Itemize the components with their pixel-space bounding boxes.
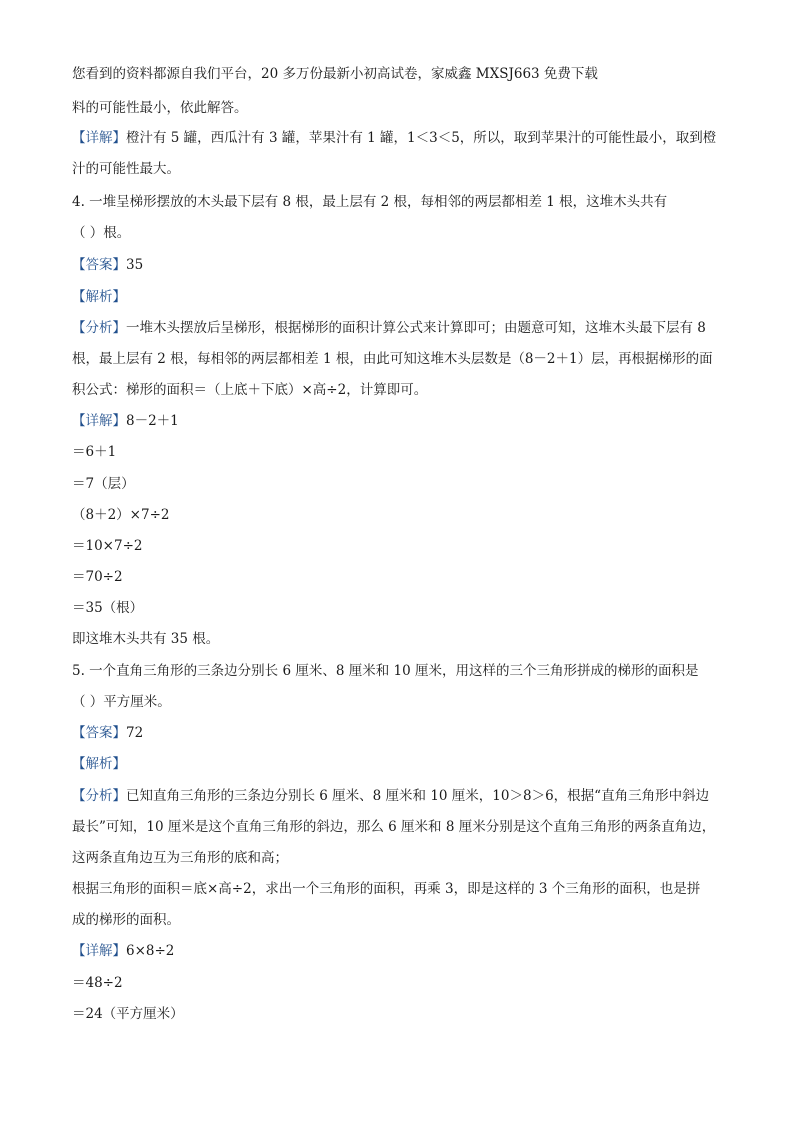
analysis-heading	[72, 287, 732, 307]
math-line: ＝35（根）	[72, 600, 144, 616]
math-line: ＝48÷2	[72, 975, 123, 991]
text-line: 【分析】一堆木头摆放后呈梯形，根据梯形的面积计算公式来计算即可；由题意可知，这堆木头最下层有 8	[72, 320, 706, 336]
section-tag-reasoning: 【分析】	[72, 320, 126, 336]
section-tag-reasoning: 【分析】	[72, 788, 126, 804]
section-tag-detail: 【详解】	[72, 413, 126, 429]
question-4: 4. 一堆呈梯形摆放的木头最下层有 8 根，最上层有 2 根，每相邻的两层都相差 1 根，这堆木头共有	[72, 194, 668, 210]
section-tag-answer: 【答案】	[72, 257, 126, 273]
math-line: ＝24（平方厘米）	[72, 1006, 184, 1022]
text-line: 积公式：梯形的面积＝（上底＋下底）×高÷2，计算即可。	[72, 382, 428, 398]
text-line: 这两条直角边互为三角形的底和高；	[72, 850, 288, 866]
text-line: （ ）平方厘米。	[72, 694, 171, 710]
math-line: ＝6＋1	[72, 444, 117, 460]
section-tag-detail: 【详解】	[72, 943, 126, 959]
text-line: 【分析】已知直角三角形的三条边分别长 6 厘米、8 厘米和 10 厘米，10＞8＞6，根据“直角三角形中斜边	[72, 788, 710, 804]
text-line: 汁的可能性最大。	[72, 161, 180, 177]
math-line: （8＋2）×7÷2	[72, 507, 170, 523]
section-tag-answer: 【答案】	[72, 725, 126, 741]
text-line: 即这堆木头共有 35 根。	[72, 631, 220, 647]
section-tag-analysis: 【解析】	[72, 756, 126, 772]
text-line: 您看到的资料都源自我们平台，20 多万份最新小初高试卷，家威鑫 MXSJ663 免费下载	[72, 66, 598, 82]
text-line: 【详解】8－2＋1	[72, 413, 179, 429]
section-tag-detail: 【详解】	[72, 130, 126, 146]
math-line: ＝70÷2	[72, 569, 123, 585]
answer-line: 【答案】35	[72, 257, 144, 273]
text-line: 料的可能性最小，依此解答。	[72, 100, 248, 116]
text-line: 成的梯形的面积。	[72, 912, 180, 928]
text-line: 根，最上层有 2 根，每相邻的两层都相差 1 根，由此可知这堆木头层数是（8－2＋1）层，再根据梯形的面	[72, 351, 713, 367]
text-line: 根据三角形的面积＝底×高÷2，求出一个三角形的面积，再乘 3，即是这样的 3 个三角形的面积，也是拼	[72, 881, 701, 897]
text-line: 最长”可知，10 厘米是这个直角三角形的斜边，那么 6 厘米和 8 厘米分别是这个直角三角形的两条直角边，	[72, 819, 716, 835]
question-5: 5. 一个直角三角形的三条边分别长 6 厘米、8 厘米和 10 厘米，用这样的三个三角形拼成的梯形的面积是	[72, 663, 699, 679]
math-line: ＝7（层）	[72, 476, 135, 492]
answer-line: 【答案】72	[72, 725, 144, 741]
text-line: （ ）根。	[72, 225, 131, 241]
math-line: ＝10×7÷2	[72, 538, 143, 554]
text-line: 【详解】橙汁有 5 罐，西瓜汁有 3 罐，苹果汁有 1 罐，1＜3＜5，所以，取到苹果汁的可能性最小，取到橙	[72, 130, 717, 146]
analysis-heading	[72, 754, 732, 774]
text-line: 【详解】6×8÷2	[72, 943, 175, 959]
section-tag-analysis: 【解析】	[72, 289, 126, 305]
